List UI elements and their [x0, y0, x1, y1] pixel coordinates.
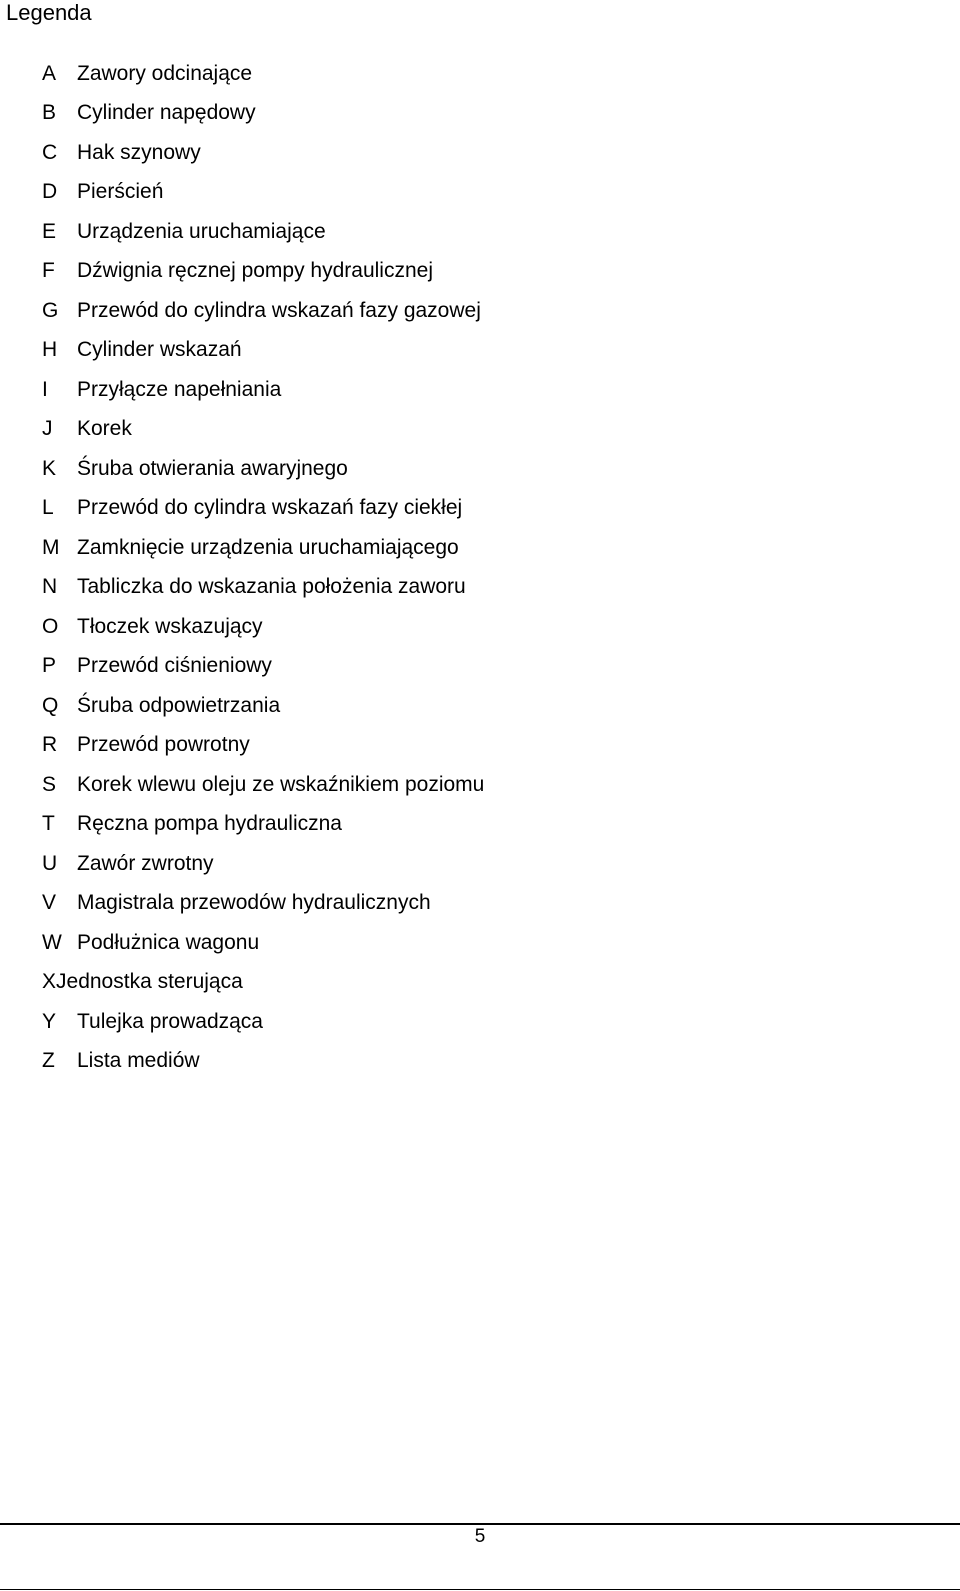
legend-letter: O — [42, 614, 59, 638]
legend-letter: S — [42, 772, 57, 796]
legend-letter: W — [42, 930, 62, 954]
legend-letter: G — [42, 298, 59, 322]
legend-item-w — [42, 923, 484, 963]
legend-text: Tabliczka do wskazania położenia zaworu — [77, 575, 466, 599]
legend-item-z — [42, 1042, 484, 1082]
legend-letter: P — [42, 654, 57, 678]
legend-letter: C — [42, 140, 58, 164]
legend-text: Ręczna pompa hydrauliczna — [77, 812, 342, 836]
legend-text: Przewód ciśnieniowy — [77, 654, 272, 678]
legend-text: Zamknięcie urządzenia uruchamiającego — [77, 535, 459, 559]
legend-item-x — [42, 963, 484, 1003]
legend-letter: B — [42, 101, 57, 125]
legend-text: Śruba otwierania awaryjnego — [77, 456, 348, 480]
legend-item-c — [42, 133, 484, 173]
legend-text: Przyłącze napełniania — [77, 377, 282, 401]
legend-item-h — [42, 331, 484, 371]
legend-letter: E — [42, 219, 57, 243]
legend-item-k — [42, 449, 484, 489]
legend-letter: Z — [42, 1049, 55, 1073]
legend-text: Magistrala przewodów hydraulicznych — [77, 891, 431, 915]
legend-item-a — [42, 54, 484, 94]
legend-item-b — [42, 94, 484, 134]
legend-item-j — [42, 410, 484, 450]
footer-divider — [0, 1523, 960, 1525]
legend-text: Podłużnica wagonu — [77, 930, 260, 954]
legend-letter: R — [42, 733, 58, 757]
legend-letter: D — [42, 180, 58, 204]
legend-text: Tulejka prowadząca — [77, 1009, 263, 1033]
legend-list — [42, 54, 484, 1081]
legend-text: Dźwignia ręcznej pompy hydraulicznej — [77, 259, 433, 283]
legend-item-g — [42, 291, 484, 331]
legend-item-q — [42, 686, 484, 726]
legend-item-l — [42, 489, 484, 529]
legend-item-r — [42, 726, 484, 766]
legend-text: Lista mediów — [77, 1049, 200, 1073]
legend-text: Hak szynowy — [77, 140, 201, 164]
legend-letter: M — [42, 535, 60, 559]
legend-text: Przewód do cylindra wskazań fazy ciekłej — [77, 496, 463, 520]
legend-item-f — [42, 252, 484, 292]
legend-item-t — [42, 805, 484, 845]
legend-text: Korek — [77, 417, 132, 441]
legend-letter: T — [42, 812, 55, 836]
legend-text: Zawory odcinające — [77, 61, 253, 85]
legend-letter: X — [42, 970, 57, 994]
legend-item-v — [42, 884, 484, 924]
legend-item-n — [42, 568, 484, 608]
legend-text: Urządzenia uruchamiające — [77, 219, 326, 243]
legend-text: Jednostka sterująca — [56, 970, 243, 994]
page-title: Legenda — [6, 0, 92, 25]
legend-text: Przewód powrotny — [77, 733, 250, 757]
legend-item-m — [42, 528, 484, 568]
legend-item-i — [42, 370, 484, 410]
legend-text: Tłoczek wskazujący — [77, 614, 263, 638]
legend-item-y — [42, 1002, 484, 1042]
bottom-divider — [0, 1589, 960, 1590]
legend-item-u — [42, 844, 484, 884]
legend-letter: F — [42, 259, 55, 283]
legend-letter: Q — [42, 693, 59, 717]
legend-item-p — [42, 647, 484, 687]
legend-text: Zawór zwrotny — [77, 851, 214, 875]
legend-item-e — [42, 212, 484, 252]
legend-letter: Y — [42, 1009, 57, 1033]
legend-text: Cylinder napędowy — [77, 101, 256, 125]
legend-text: Przewód do cylindra wskazań fazy gazowej — [77, 298, 481, 322]
legend-text: Śruba odpowietrzania — [77, 693, 281, 717]
legend-text: Cylinder wskazań — [77, 338, 242, 362]
page-number: 5 — [474, 1526, 486, 1547]
legend-item-d — [42, 173, 484, 213]
legend-letter: U — [42, 851, 58, 875]
legend-letter: H — [42, 338, 58, 362]
legend-letter: N — [42, 575, 58, 599]
legend-item-o — [42, 607, 484, 647]
legend-text: Korek wlewu oleju ze wskaźnikiem poziomu — [77, 772, 485, 796]
legend-letter: I — [42, 377, 48, 401]
legend-letter: K — [42, 456, 57, 480]
legend-letter: V — [42, 891, 57, 915]
legend-text: Pierścień — [77, 180, 164, 204]
legend-item-s — [42, 765, 484, 805]
legend-letter: A — [42, 61, 57, 85]
legend-letter: L — [42, 496, 54, 520]
legend-letter: J — [42, 417, 53, 441]
